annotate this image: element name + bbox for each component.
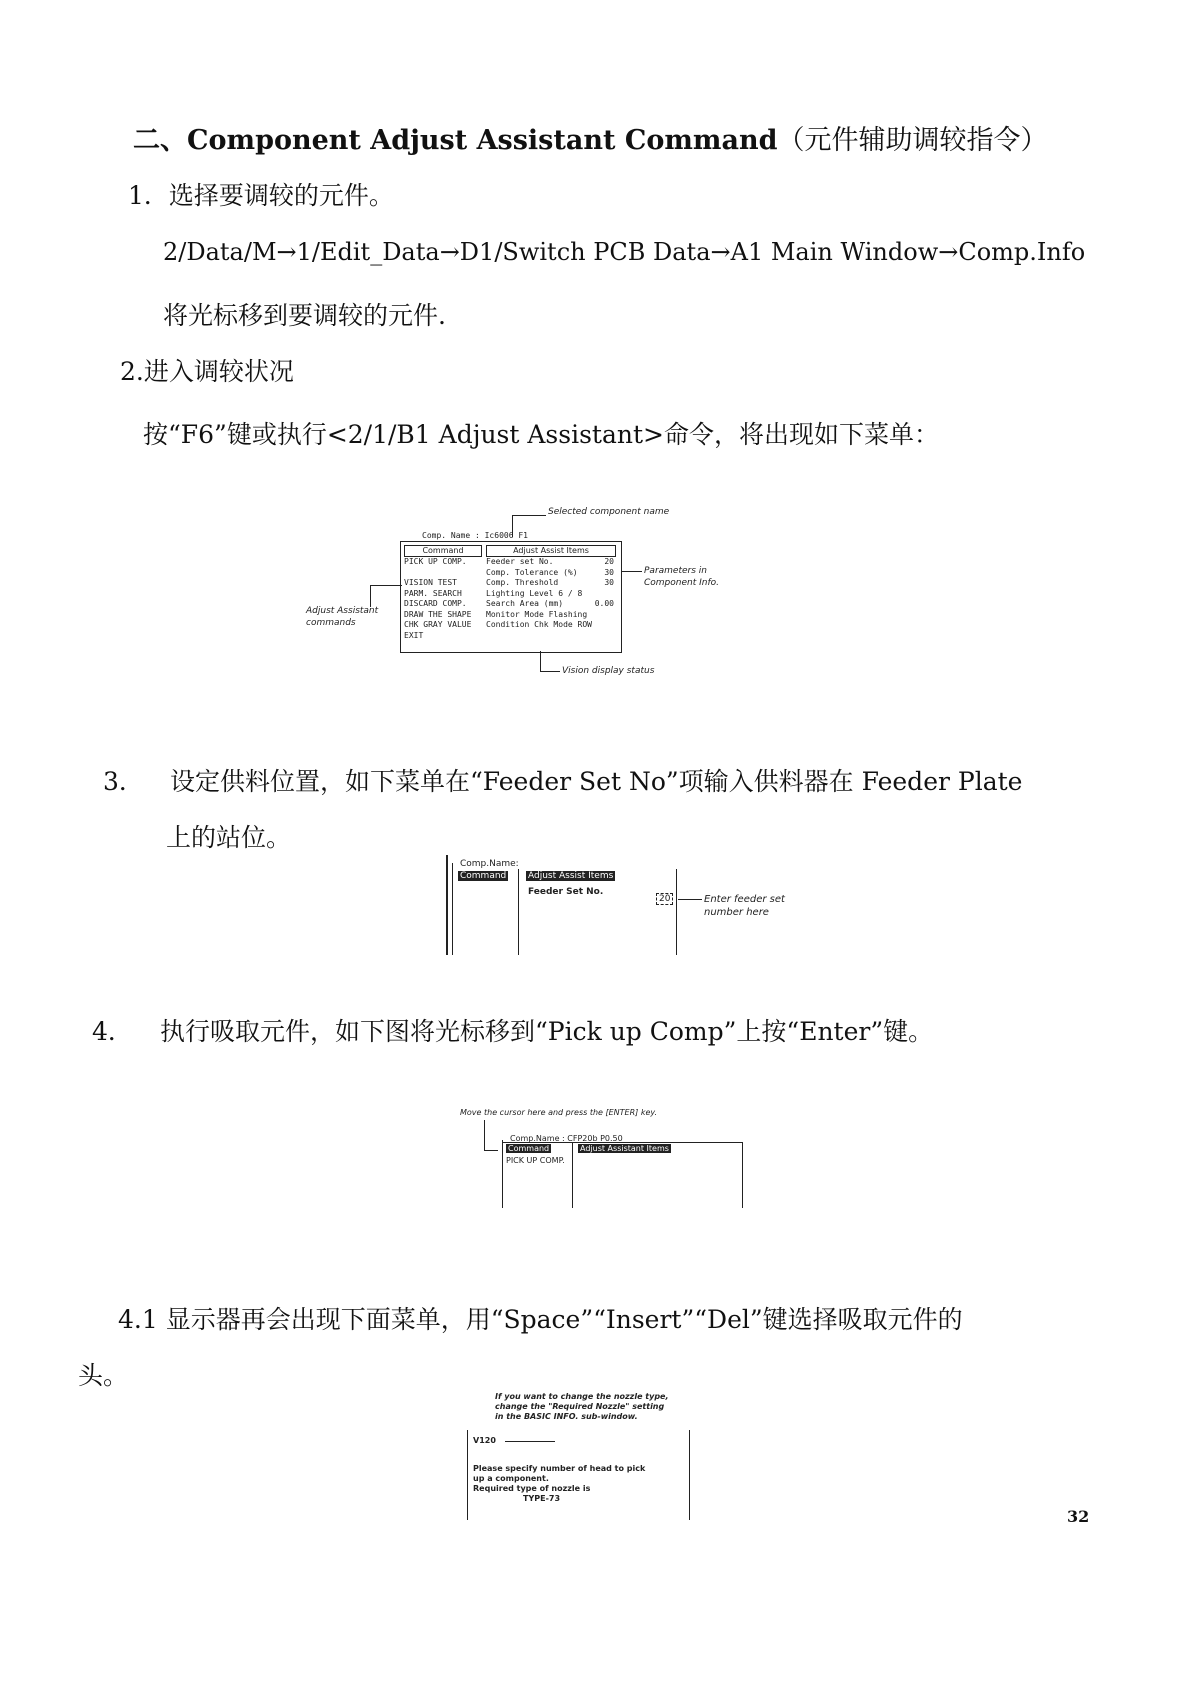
fig3-pick-up-comp[interactable]: PICK UP COMP. — [506, 1156, 565, 1165]
step1-note: 将光标移到要调较的元件. — [163, 301, 446, 330]
command-list — [404, 557, 471, 641]
cmd-parm-search[interactable]: PARM. SEARCH — [404, 588, 462, 598]
cmd-pick-up-comp[interactable]: PICK UP COMP. — [404, 557, 467, 566]
callout-line: in the BASIC INFO. sub-window. — [495, 1412, 638, 1421]
comp-name: Comp. Name : Ic6006 F1 — [422, 531, 528, 540]
callout-line: change the "Required Nozzle" setting — [495, 1402, 665, 1411]
step3-number: 3． — [103, 767, 144, 796]
fig3-command: Command — [508, 1144, 550, 1153]
item-value[interactable]: 0.00 — [594, 599, 614, 608]
items-list — [486, 557, 614, 631]
step1-title: 1．选择要调较的元件。 — [128, 181, 394, 210]
message-line: TYPE-73 — [523, 1494, 561, 1503]
fig3-items-header: Adjust Assistant Items — [580, 1144, 669, 1153]
heading-title-en: Component Adjust Assistant Command — [187, 125, 778, 156]
item-row — [486, 589, 614, 600]
figure-adjust-assist-menu — [300, 505, 750, 685]
message-line: Please specify number of head to pick — [473, 1464, 646, 1473]
fig4-message — [473, 1464, 645, 1504]
callout-parameters — [644, 565, 719, 589]
item-value[interactable]: 20 — [604, 557, 614, 566]
items-header: Adjust Assist Items — [486, 545, 616, 557]
step4-number: 4． — [92, 1017, 133, 1046]
fig2-field-label: Feeder Set No. — [528, 887, 604, 897]
heading-prefix: 二、 — [133, 125, 187, 156]
section-heading — [133, 118, 1047, 157]
feeder-set-input[interactable]: 20 — [656, 893, 673, 905]
item-label: Condition Chk Mode ROW — [486, 620, 592, 629]
callout-line: Parameters in — [644, 566, 707, 576]
item-label: Monitor Mode Flashing — [486, 609, 588, 619]
step3-line1: 设定供料位置，如下菜单在“Feeder Set No”项输入供料器在 Feeder Plate — [170, 767, 1023, 796]
callout-line: Component Info. — [644, 578, 720, 588]
item-label: Comp. Threshold — [486, 578, 559, 587]
step41-line1: 4.1 显示器再会出现下面菜单，用“Space”“Insert”“Del”键选择吸取元件的 — [118, 1305, 963, 1334]
callout-line: commands — [306, 618, 356, 628]
item-value[interactable]: 30 — [604, 578, 614, 587]
step3-line2: 上的站位。 — [166, 823, 292, 852]
callout-vision-status: Vision display status — [562, 666, 655, 676]
fig2-command: Command — [460, 871, 507, 881]
figure-feeder-set — [440, 855, 800, 965]
cmd-vision-test[interactable]: VISION TEST — [404, 578, 457, 587]
fig3-callout: Move the cursor here and press the [ENTER] key. — [460, 1108, 658, 1117]
item-row — [486, 578, 614, 589]
step4-text: 执行吸取元件，如下图将光标移到“Pick up Comp”上按“Enter”键。 — [160, 1017, 934, 1046]
item-label: Comp. Tolerance (%) — [486, 567, 578, 577]
item-row — [486, 620, 614, 631]
item-label: Feeder set No. — [486, 557, 554, 566]
callout-line: If you want to change the nozzle type, — [495, 1392, 669, 1401]
callout-line: Adjust Assistant — [306, 606, 379, 616]
cmd-chk-gray-value[interactable]: CHK GRAY VALUE — [404, 620, 472, 629]
item-row — [486, 599, 614, 610]
item-row — [486, 568, 614, 579]
fig4-callout — [495, 1392, 669, 1422]
step41-line2: 头。 — [78, 1361, 129, 1390]
page-number: 32 — [1067, 1507, 1090, 1526]
cmd-discard-comp[interactable]: DISCARD COMP. — [404, 599, 467, 608]
cmd-draw-shape[interactable]: DRAW THE SHAPE — [404, 609, 472, 619]
step2-text: 按“F6”键或执行<2/1/B1 Adjust Assistant>命令，将出现如下菜单： — [143, 420, 939, 449]
cmd-exit[interactable]: EXIT — [404, 630, 424, 640]
item-label: Search Area (mm) — [486, 599, 564, 608]
figure-pick-up-comp — [460, 1108, 780, 1208]
step2-title: 2.进入调较状况 — [120, 357, 294, 386]
fig3-comp-name: Comp.Name : CFP20b P0.50 — [510, 1134, 623, 1143]
item-label: Lighting Level 6 / 8 — [486, 588, 583, 598]
callout-line: Enter feeder set — [704, 894, 785, 905]
heading-title-cn: （元件辅助调较指令） — [777, 125, 1048, 156]
cmd-blank — [404, 568, 471, 579]
item-row — [486, 557, 614, 568]
message-line: Required type of nozzle is — [473, 1484, 591, 1493]
fig2-callout — [704, 893, 785, 919]
step1-path: 2/Data/M→1/Edit_Data→D1/Switch PCB Data→A1 Main Window→Comp.Info — [163, 238, 1086, 266]
fig4-title: V120 — [473, 1436, 496, 1445]
fig2-items-header: Adjust Assist Items — [528, 871, 614, 881]
item-value[interactable]: 30 — [604, 567, 614, 577]
item-row — [486, 610, 614, 621]
callout-selected-component: Selected component name — [548, 507, 670, 517]
callout-commands — [306, 605, 378, 629]
command-header: Command — [404, 545, 482, 557]
callout-line: number here — [704, 907, 769, 918]
figure-head-select — [465, 1392, 715, 1522]
fig2-comp-name: Comp.Name: — [460, 859, 519, 869]
message-line: up a component. — [473, 1474, 549, 1483]
